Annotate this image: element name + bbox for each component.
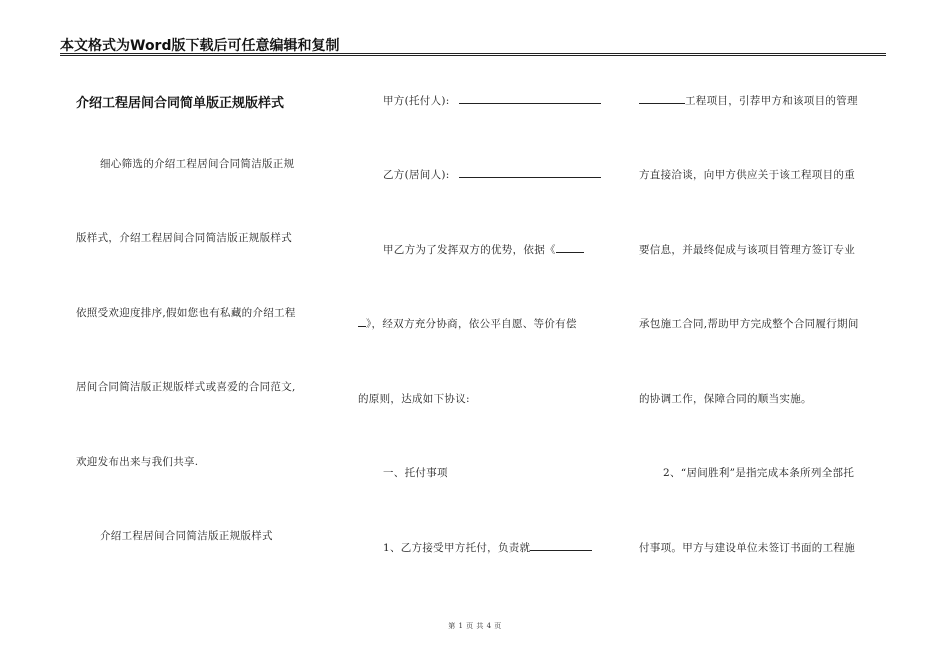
col1-line-1: 细心筛选的介绍工程居间合同简洁版正规 xyxy=(100,158,295,170)
document-title: 介绍工程居间合同简单版正规版样式 xyxy=(76,96,285,111)
header-rule-top xyxy=(60,53,886,54)
party-b-line xyxy=(383,167,601,182)
party-a-blank[interactable] xyxy=(459,93,601,104)
col3-line-3: 要信息，并最终促成与该项目管理方签订专业 xyxy=(639,244,855,256)
col3-line-1 xyxy=(639,93,858,108)
basis-line-2 xyxy=(358,316,577,331)
basis-text-1: 甲乙方为了发挥双方的优势，依据《 xyxy=(383,244,556,256)
col3-line-4: 承包施工合同,帮助甲方完成整个合同履行期间 xyxy=(639,318,859,330)
basis-blank-b[interactable] xyxy=(358,316,366,327)
col1-line-5: 欢迎发布出来与我们共享. xyxy=(76,456,199,468)
basis-line-1 xyxy=(383,242,584,257)
party-a-line xyxy=(383,93,601,108)
col3-line-7: 付事项。甲方与建设单位未签订书面的工程施 xyxy=(639,542,855,554)
item-1-line xyxy=(383,540,592,555)
col3-text-1: 工程项目，引荐甲方和该项目的管理 xyxy=(685,95,858,107)
party-b-label: 乙方(居间人): xyxy=(383,169,450,181)
basis-text-2: 》，经双方充分协商，依公平自愿、等价有偿 xyxy=(366,318,577,330)
project-name-blank[interactable] xyxy=(639,93,685,104)
header-rule-bottom xyxy=(60,55,886,56)
item-1-blank[interactable] xyxy=(530,540,592,551)
col1-line-6: 介绍工程居间合同简洁版正规版样式 xyxy=(100,530,273,542)
party-a-label: 甲方(托付人): xyxy=(383,95,450,107)
col1-line-2: 版样式，介绍工程居间合同简洁版正规版样式 xyxy=(76,232,292,244)
party-b-blank[interactable] xyxy=(459,167,601,178)
item-1-text: 1、乙方接受甲方托付，负责就 xyxy=(383,542,531,554)
basis-line-3: 的原则，达成如下协议: xyxy=(358,393,470,405)
col3-line-5: 的协调工作，保障合同的顺当实施。 xyxy=(639,393,812,405)
download-banner: 本文格式为Word版下载后可任意编辑和复制 xyxy=(60,38,340,54)
col3-line-6: 2、“居间胜利”是指完成本条所列全部托 xyxy=(663,467,855,479)
col3-line-2: 方直接洽谈，向甲方供应关于该工程项目的重 xyxy=(639,169,855,181)
col1-line-4: 居间合同简洁版正规版样式或喜爱的合同范文, xyxy=(76,381,296,393)
col1-line-3: 依照受欢迎度排序,假如您也有私藏的介绍工程 xyxy=(76,307,296,319)
section-1-heading: 一、托付事项 xyxy=(383,467,448,479)
basis-blank-a[interactable] xyxy=(556,242,584,253)
page-indicator: 第 1 页 共 4 页 xyxy=(448,622,502,630)
